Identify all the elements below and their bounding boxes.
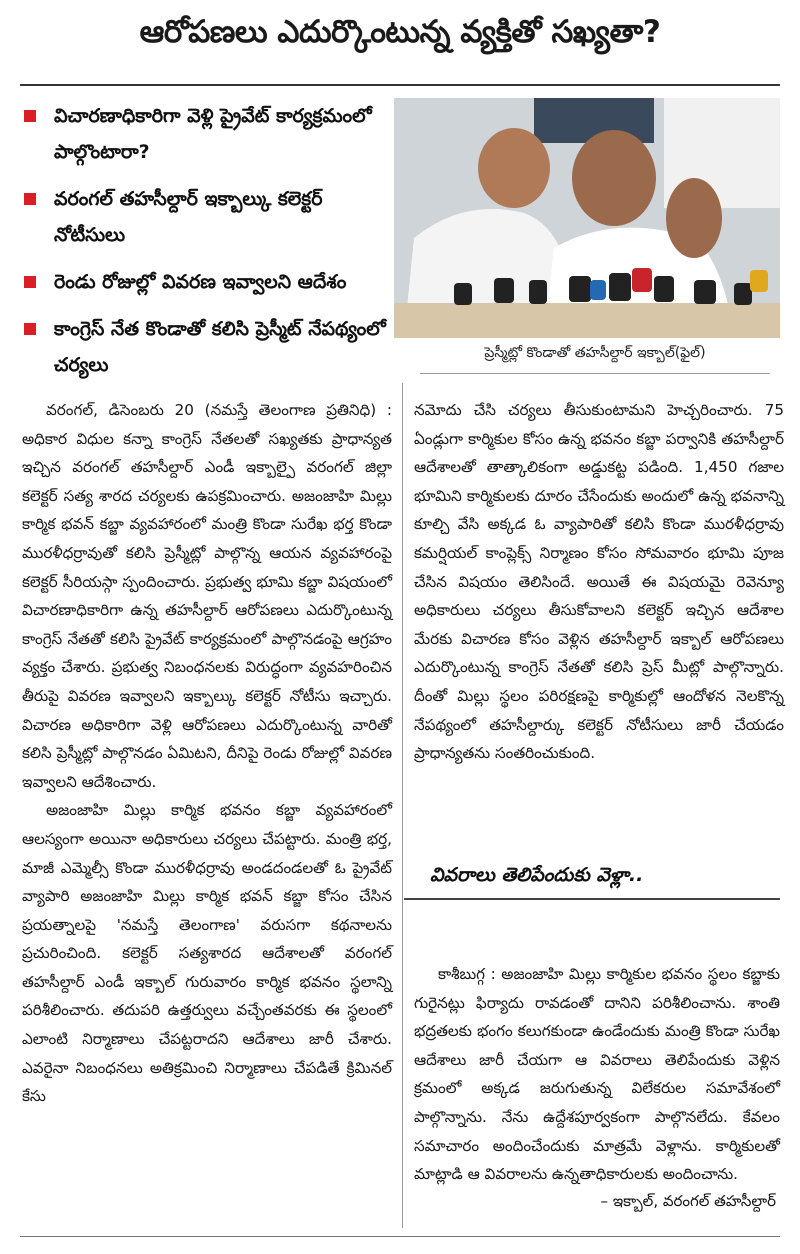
officer-statement-box (414, 960, 780, 1189)
bullet-item: వరంగల్ తహసీల్దార్ ఇక్బాల్కు కలెక్టర్ నోటీసులు (22, 181, 394, 253)
statement-paragraph: కాశీబుగ్గ : అజంజాహి మిల్లు కార్మికుల భవనం స్థలం కబ్జాకు గురైనట్లు ఫిర్యాదు రావడంతో దానిని పరిశీలించాను. శాంతి భద్రతలకు భంగం కలుగకుండా ఉండేందుకు మంత్రి కొండా సురేఖ ఆదేశాలు జారీ చేయగా ఆ వివరాలు తెలిపేందుకు వెళ్లిన క్రమంలో అక్కడ జరుగుతున్న విలేకరుల సమావేశంలో పాల్గొన్నాను. నేను ఉద్దేశపూర్వకంగా పాల్గొనలేదు. కేవలం సమాచారం అందించేందుకు మాత్రమే వెళ్లాను. కార్మికులతో మాట్లాడి ఆ వివరాలను ఉన్నతాధికారులకు అందించాను. (414, 965, 780, 1184)
bullet-square-icon (24, 110, 36, 122)
box-top-rule (404, 898, 780, 900)
bullet-item: రెండు రోజుల్లో వివరణ ఇవ్వాలని ఆదేశం (22, 264, 394, 300)
bullet-item: కాంగ్రెస్ నేత కొండాతో కలిసి ప్రెస్మీట్ నేపథ్యంలో చర్యలు (22, 311, 394, 383)
bullet-square-icon (24, 323, 36, 335)
article-paragraph: నమోదు చేసి చర్యలు తీసుకుంటామని హెచ్చరించారు. 75 ఏండ్లుగా కార్మికుల కోసం ఉన్న భవనం కబ్జా పర్వానికి తహసీల్దార్ ఆదేశాలతో తాత్కాలికంగా అడ్డుకట్ట పడింది. 1,450 గజాల భూమిని కార్మికులకు దూరం చేసేందుకు అందులో ఉన్న భవనాన్ని కూల్చి వేసి అక్కడ ఓ వ్యాపారితో కలిసి కొండా మురళీధర్రావు కమర్షియల్ కాంప్లెక్స్ నిర్మాణం కోసం సోమవారం భూమి పూజ చేసిన విషయం తెలిసిందే. అయితే ఈ విషయమై రెవెన్యూ అధికారులు చర్యలు తీసుకోవాలని కలెక్టర్ ఇచ్చిన ఆదేశాల మేరకు విచారణ కోసం వెళ్లిన తహసీల్దార్ ఇక్బాల్ ఆరోపణలు ఎదుర్కొంటున్న కాంగ్రెస్ నేతతో కలిసి ప్రెస్ మీట్లో పాల్గొన్నారు. దీంతో మిల్లు స్థలం పరిరక్షణపై కార్మికుల్లో ఆందోళన నెలకొన్న నేపథ్యంలో తహసీల్దార్కు కలెక్టర్ నోటీసులు జారీ చేయడం ప్రాధాన్యతను సంతరించుకుంది. (414, 401, 784, 763)
bottom-rule (20, 1236, 780, 1237)
article-paragraph: వరంగల్, డిసెంబరు 20 (నమస్తే తెలంగాణ ప్రతినిధి) : అధికార విధుల కన్నా కాంగ్రెస్ నేతలతో సఖ్యతకు ప్రాధాన్యత ఇచ్చిన వరంగల్ తహసీల్దార్ ఎండీ ఇక్బాల్పై వరంగల్ జిల్లా కలెక్టర్ సత్య శారద చర్యలకు ఉపక్రమించారు. అజంజాహి మిల్లు కార్మిక భవన్ కబ్జా వ్యవహారంలో మంత్రి కొండా సురేఖ భర్త కొండా మురళీధర్రావుతో కలిసి ప్రెస్మీట్లో పాల్గొన్న ఆయన వ్యవహారంపై కలెక్టర్ సీరియస్గా స్పందించారు. ప్రభుత్వ భూమి కబ్జా విషయంలో విచారణాధికారిగా ఉన్న తహసీల్దార్ ఆరోపణలు ఎదుర్కొంటున్న కాంగ్రెస్ నేతతో కలిసి ప్రైవేట్ కార్యక్రమంలో పాల్గొనడంపై ఆగ్రహం వ్యక్తం చేశారు. ప్రభుత్వ నిబంధనలకు విరుద్ధంగా వ్యవహరించిన తీరుపై వివరణ ఇవ్వాలని ఇక్బాల్కు కలెక్టర్ నోటీసు ఇచ్చారు. విచారణ అధికారిగా వెళ్లి ఆరోపణలు ఎదుర్కొంటున్న వారితో కలిసి ప్రెస్మీట్లో పాల్గొనడం ఏమిటని, దీనిపై రెండు రోజుల్లో వివరణ ఇవ్వాలని ఆదేశించారు. (22, 401, 392, 791)
press-meet-photo (394, 98, 780, 338)
box-subheading: వివరాలు తెలిపేందుకు వెళ్లా.. (430, 864, 644, 886)
bullet-square-icon (24, 276, 36, 288)
caption-rule (420, 373, 770, 374)
headline: ఆరోపణలు ఎదుర్కొంటున్న వ్యక్తితో సఖ్యతా? (139, 14, 661, 50)
article-column-2 (414, 396, 784, 768)
press-meet-illustration (394, 98, 780, 338)
article-paragraph: అజంజాహి మిల్లు కార్మిక భవనం కబ్జా వ్యవహారంలో ఆలస్యంగా అయినా అధికారులు చర్యలు చేపట్టారు. మంత్రి భర్త, మాజీ ఎమ్మెల్సీ కొండా మురళీధర్రావు అండదండలతో ఓ ప్రైవేట్ వ్యాపారి అజంజాహి మిల్లు కార్మిక భవన్ కబ్జా కోసం చేసిన ప్రయత్నాలపై 'నమస్తే తెలంగాణ' వరుసగా కథనాలను ప్రచురించింది. కలెక్టర్ సత్యశారద ఆదేశాలతో వరంగల్ తహసీల్దార్ ఎండీ ఇక్బాల్ గురువారం కార్మిక భవనం స్థలాన్ని పరిశీలించారు. తదుపరి ఉత్తర్వులు వచ్చేంతవరకు ఈ స్థలంలో ఎలాంటి నిర్మాణాలు చేపట్టరాదని ఆదేశాలు జారీ చేశారు. ఎవరైనా నిబంధనలు అతిక్రమించి నిర్మాణాలు చేపడితే క్రిమినల్ కేసు (22, 801, 392, 1106)
bullet-list (22, 98, 394, 394)
statement-signoff: – ఇక్బాల్, వరంగల్ తహసీల్దార్ (600, 1192, 776, 1210)
headline-rule (20, 84, 780, 86)
photo-caption: ప్రెస్మీట్లో కొండాతో తహసీల్దార్ ఇక్బాల్(ఫైల్) (484, 345, 706, 361)
article-column-1 (22, 396, 392, 1111)
bullet-square-icon (24, 193, 36, 205)
column-divider (402, 383, 403, 1228)
bullet-item: విచారణాధికారిగా వెళ్లి ప్రైవేట్ కార్యక్రమంలో పాల్గొంటారా? (22, 98, 394, 170)
